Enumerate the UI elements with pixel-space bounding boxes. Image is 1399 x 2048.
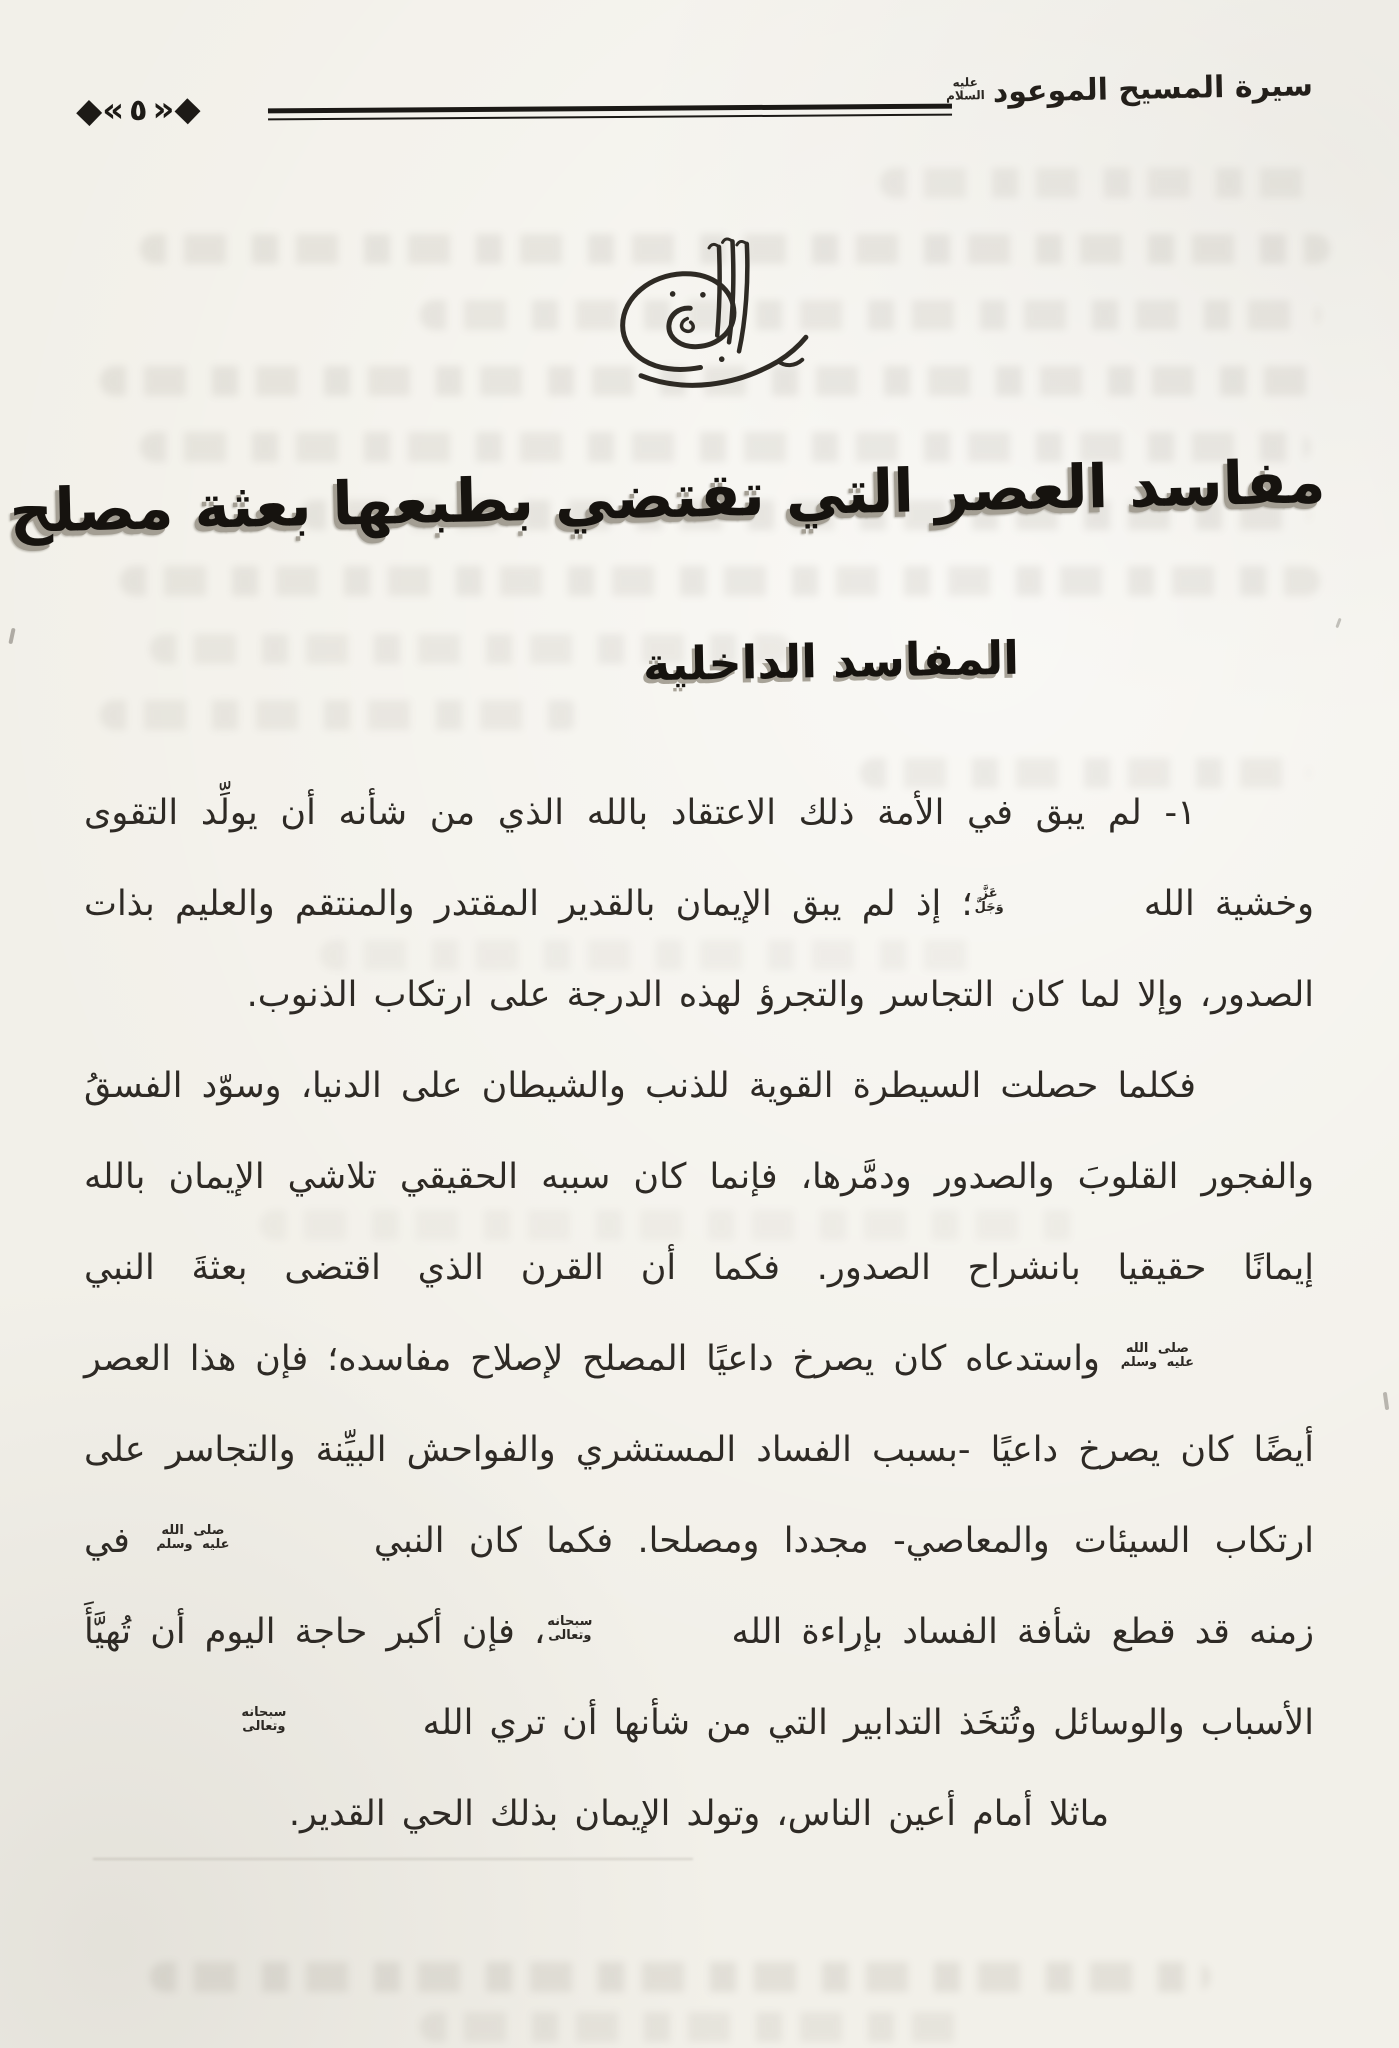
honorific-top: صلى الله [1125, 1340, 1189, 1356]
paragraph [84, 1041, 1314, 1769]
chapter-title: مفاسد العصر التي تقتضي بطبعها بعثة مصلح [8, 447, 1327, 547]
bleed-through-row [120, 566, 1320, 596]
ink-speck [1383, 1392, 1389, 1410]
honorific-bottom: عليه وسلم [1120, 1355, 1194, 1370]
body-text-segment: فكلما حصلت السيطرة القوية للذنب والشيطان على الدنيا، وسوّد الفسقُ والفجور القلوبَ والصدور ودمَّرها، فإنما كان سببه الحقيقي تلاشي الإيمان بالله إيمانًا حقيقيا بانشراح الصدور. فكما أن القرن الذي اقتضى بعثةَ النبي [84, 1066, 1314, 1288]
saw-honorific-mark [1121, 1342, 1312, 1370]
header-divider-rule [268, 104, 952, 121]
ink-speck [1335, 618, 1341, 628]
subhanahu-honorific-mark [241, 1706, 404, 1734]
bleed-through-row [150, 1962, 1210, 1992]
running-header-text: سيرة المسيح الموعود [992, 68, 1314, 110]
paragraph [84, 1769, 1314, 1860]
alayhis-salam-honorific: عليه السلام [945, 74, 985, 103]
bleed-through-row [880, 168, 1320, 198]
body-text-segment: ؛ إذ لم يبق الإيمان بالقدير المقتدر والمنتقم والعليم بذات الصدور، وإلا لما كان التجاسر والتجرؤ لهذه الدرجة على ارتكاب الذنوب. [84, 884, 1314, 1015]
ink-speck [8, 628, 15, 644]
ornament-open-icon: ◆« [75, 90, 125, 132]
honorific-top: صلى الله [161, 1522, 225, 1538]
running-header-title [944, 68, 1314, 111]
saw-honorific-mark [156, 1524, 347, 1552]
page-number: ٥ [128, 92, 148, 128]
section-subtitle: المفاسد الداخلية [642, 630, 1020, 692]
honorific-top: سبحانه [547, 1613, 593, 1629]
body-text-segment: في زمنه قد قطع شأفة الفساد بإراءة الله [84, 1521, 1314, 1652]
honorific-bottom: وتعالى [242, 1719, 286, 1734]
bismillah-calligraphy-icon [570, 228, 817, 421]
bleed-through-row [100, 700, 580, 730]
honorific-bottom: عليه وسلم [156, 1537, 230, 1552]
body-text-segment: ١- لم يبق في الأمة ذلك الاعتقاد بالله الذي من شأنه أن يولِّد التقوى وخشية الله [84, 793, 1315, 924]
subhanahu-honorific-mark [547, 1615, 710, 1643]
bleed-through-row [420, 2012, 980, 2042]
body-text-segment: ، فإن أكبر حاجة اليوم أن تُهيَّأَ الأسباب والوسائل وتُتخَذ التدابير التي من شأنها أن تري الله [84, 1612, 1314, 1743]
body-text [84, 768, 1314, 1860]
bleed-through-row [420, 300, 1320, 330]
azza-honorific-mark [975, 887, 1122, 915]
paragraph [84, 768, 1314, 1041]
body-text-segment: ماثلا أمام أعين الناس، وتولد الإيمان بذلك الحي القدير. [288, 1794, 1110, 1834]
honorific-bottom: وتعالى [548, 1628, 592, 1643]
ornament-close-icon: »◆ [152, 88, 201, 130]
body-text-segment: واستدعاه كان يصرخ داعيًا المصلح لإصلاح مفاسده؛ فإن هذا العصر أيضًا كان يصرخ داعيًا -بسبب الفساد المستشري والفواحش البيِّنة والتجاسر على ارتكاب السيئات والمعاصي- مجددا ومصلحا. فكما كان النبي [84, 1339, 1315, 1561]
honorific-top: سبحانه [241, 1704, 287, 1720]
honorific-top: عَزَّ [980, 885, 998, 901]
page-number-ornament [76, 89, 201, 131]
honorific-bottom: وَجَلَّ [974, 900, 1004, 915]
